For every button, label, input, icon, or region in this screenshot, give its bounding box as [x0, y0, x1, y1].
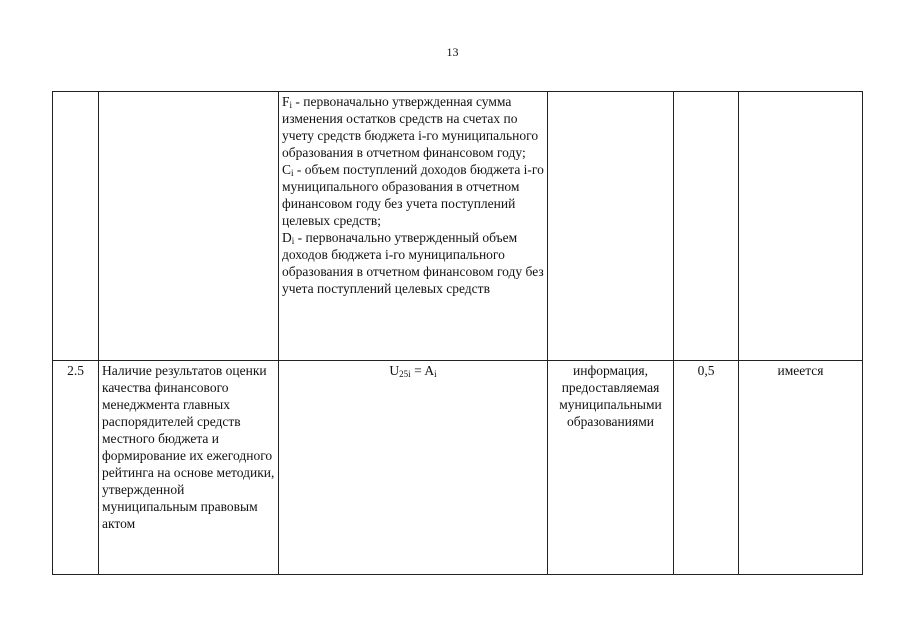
cell-number: 2.5	[53, 361, 99, 575]
cell-number	[53, 92, 99, 361]
cell-indicator-name: Наличие результатов оценки качества финансового менеджмента главных распорядителей средств местного бюджета и формирование их ежегодного рейтинга на основе методики, утвержденной муниципальным правовым актом	[99, 361, 279, 575]
cell-data-source: информация, предоставляемая муниципальными образованиями	[548, 361, 674, 575]
cell-condition	[739, 92, 863, 361]
table-row	[53, 361, 863, 575]
cell-weight	[674, 92, 739, 361]
cell-condition: имеется	[739, 361, 863, 575]
cell-weight: 0,5	[674, 361, 739, 575]
table-row	[53, 92, 863, 361]
page-number: 13	[446, 45, 459, 59]
cell-indicator-name	[99, 92, 279, 361]
cell-data-source	[548, 92, 674, 361]
definition-f: $F_i$ - первоначально утвержденная сумма изменения остатков средств на счетах по учету средств бюджета i-го муниципального образования в отчетном финансовом году;	[282, 94, 539, 160]
indicators-table	[52, 91, 863, 575]
cell-formula-definitions	[279, 92, 548, 361]
definition-c: $C_i$ - объем поступлений доходов бюджета i-го муниципального образования в отчетном финансовом году без учета поступлений целевых средств;	[282, 162, 544, 228]
cell-formula	[279, 361, 548, 575]
formula-u25: $U_{25i} = A_i$	[389, 363, 437, 379]
definition-d: $D_i$ - первоначально утвержденный объем доходов бюджета i-го муниципального образования в отчетном финансовом году без учета поступлений целевых средств	[282, 230, 544, 296]
